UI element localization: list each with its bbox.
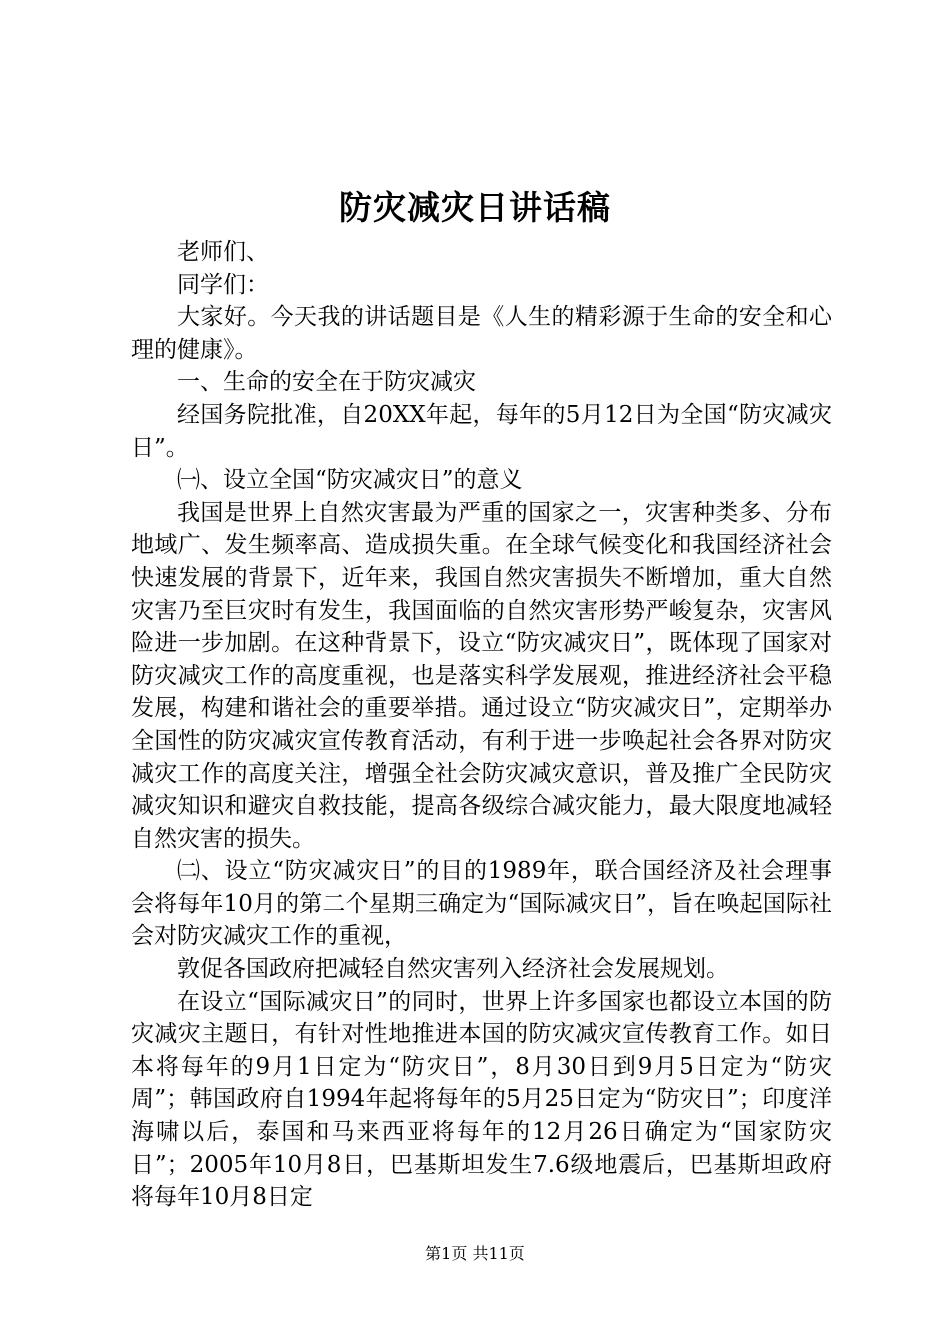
page-footer: 第1页 共11页 [425, 1244, 525, 1263]
paragraph-greeting: 大家好。今天我的讲话题目是《人生的精彩源于生命的安全和心理的健康》。 [131, 304, 832, 363]
document-body [131, 236, 832, 1214]
paragraph-urge: 敦促各国政府把减轻自然灾害列入经济社会发展规划。 [177, 956, 729, 983]
section-heading-1: 一、生命的安全在于防灾减灾 [177, 369, 476, 396]
paragraph-international: 在设立“国际减灾日”的同时，世界上许多国家也都设立本国的防灾减灾主题日，有针对性地推进本国的防灾减灾宣传教育工作。如日本将每年的9月1日定为“防灾日”，8月30日到9月5日定为“防灾周”；韩国政府自1994年起将每年的5月25日定为“防灾日”；印度洋海啸以后，泰国和马来西亚将每年的12月26日确定为“国家防灾日”；2005年10月8日，巴基斯坦发生7.6级地震后，巴基斯坦政府将每年10月8日定 [131, 988, 832, 1211]
salutation-students: 同学们： [177, 271, 269, 298]
salutation-teachers: 老师们、 [177, 239, 269, 265]
subsection-heading-1: ㈠、设立全国“防灾减灾日”的意义 [177, 467, 523, 494]
paragraph-approval: 经国务院批准，自20XX年起，每年的5月12日为全国“防灾减灾日”。 [131, 401, 832, 461]
paragraph-significance: 我国是世界上自然灾害最为严重的国家之一，灾害种类多、分布地域广、发生频率高、造成损失重。在全球气候变化和我国经济社会快速发展的背景下，近年来，我国自然灾害损失不断增加，重大自然灾害乃至巨灾时有发生，我国面临的自然灾害形势严峻复杂，灾害风险进一步加剧。在这种背景下，设立“防灾减灾日”，既体现了国家对防灾减灾工作的高度重视，也是落实科学发展观，推进经济社会平稳发展，构建和谐社会的重要举措。通过设立“防灾减灾日”，定期举办全国性的防灾减灾宣传教育活动，有利于进一步唤起社会各界对防灾减灾工作的高度关注，增强全社会防灾减灾意识，普及推广全民防灾减灾知识和避灾自救技能，提高各级综合减灾能力，最大限度地减轻自然灾害的损失。 [131, 499, 832, 852]
subsection-heading-2: ㈡、设立“防灾减灾日”的目的1989年，联合国经济及社会理事会将每年10月的第二个星期三确定为“国际减灾日”，旨在唤起国际社会对防灾减灾工作的重视， [131, 858, 832, 950]
page-title: 防灾减灾日讲话稿 [339, 188, 611, 227]
